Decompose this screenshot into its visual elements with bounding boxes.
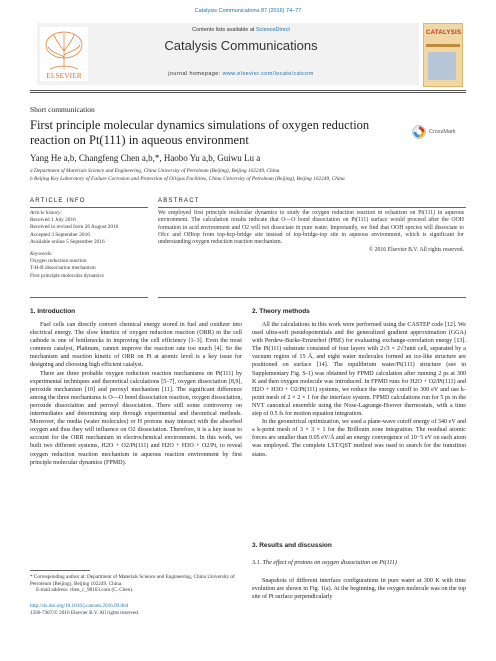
journal-homepage-line [100,71,382,77]
header-divider [30,90,466,91]
history-accepted: Accepted 3 September 2016 [30,231,90,238]
section-heading-results: 3. Results and discussion [252,542,332,549]
contents-prefix: Contents lists available at [192,27,256,33]
keyword-2: T-H-B dissociation mechanism [30,265,96,272]
history-received: Received 1 July 2016 [30,217,76,224]
footnote-rule [30,570,90,571]
corresponding-author-footnote [30,574,242,594]
article-info-heading: ARTICLE INFO [30,198,86,204]
cover-title: CATALYSIS [426,30,462,36]
abstract-text: We employed first principle molecular dynamics to study the oxygen reduction reaction m echanism on Pt(111) in aqueous environment. The calculation results indicate that O—O bond dissociation on Pt(111) surface would proceed after the OOH formation in acid environment and O2 will not dissociate in pure water. Importantly, we find that OOH species will dissociate to Ofcc and OHtop from top-hcp-bridge site instead of top-bridge-top site in aqueous environment, which is significant for understanding oxygen reduction reaction mechanism. [158,210,464,246]
elsevier-logo-icon [40,27,88,81]
doi-block [30,603,242,617]
abstract-copyright: © 2016 Elsevier B.V. All rights reserved. [368,247,464,253]
intro-paragraph-1: Fuel cells can directly convert chemical energy stored in fuel and oxidizer into electrical energy. The slow kinetics of oxygen reduction reaction (ORR) in the cell cathode is one of bottlenecks in improving the cell efficiency [1–3]. Even the most common catalyst, Platinum, cannot improve the reaction rate too much [4]. So the mechanism and reaction kinetic of ORR on Pt at atomic level is a key issue for designing and choosing high efficient catalyst. [30,322,242,369]
keyword-1: Oxygen reduction reaction [30,258,87,265]
homepage-link[interactable]: www.elsevier.com/locate/catcom [222,71,314,77]
publisher-wordmark: ELSEVIER [46,71,82,80]
abstract-heading: ABSTRACT [158,198,200,204]
introduction-body [30,321,242,467]
journal-name: Catalysis Communications [164,38,318,53]
abstract-bottom-rule [158,297,466,298]
journal-reference[interactable]: Catalysis Communications 87 (2016) 74–77 [194,8,302,14]
crossmark-label: CrossMark [429,129,456,135]
results-paragraph-1: Snapshots of different interface configurations in pure water at 300 K with time evolution are shown in Fig. 1(a). At the beginning, the oxygen molecule was on the top site of Pt surface perpendicularly [252,578,466,601]
crossmark-icon [412,125,426,139]
article-info-body [30,210,148,280]
section-heading-theory: 2. Theory methods [252,308,310,315]
theory-body [252,321,466,459]
issn-line: 1566-7367/© 2016 Elsevier B.V. All rights reserved. [30,609,140,616]
sciencedirect-link[interactable]: ScienceDirect [255,27,290,33]
history-online: Available online 5 September 2016 [30,238,105,245]
cover-bar [426,44,460,47]
article-type: Short communication [30,105,95,114]
footnote-text: * Corresponding author at: Department of Materials Science and Engineering, China University of Petroleum (Beijing), Beijing 102249, China. [30,574,235,587]
theory-paragraph-2: In the geometrical optimization, we used a plane-wave cutoff energy of 340 eV and a k-point mesh of 3 × 3 × 1 for the Brillouin zone integration. The residual atomic forces are smaller than 0.05 eV/Å and an energy convergence of 10−5 eV on each atom was employed. The complete LST/QST method was used to search for the transition states. [252,419,466,458]
keywords-label: Keywords: [30,251,53,258]
contents-available-line [100,27,382,33]
article-info-rule [30,207,148,208]
journal-cover-thumbnail [423,23,463,87]
article-title: First principle molecular dynamics simulations of oxygen reduction reaction on Pt(111) in aqueous environment [30,118,370,147]
cover-image [428,52,456,80]
theory-paragraph-1: All the calculations in this work were performed using the CASTEP code [12]. We used ultra-soft pseudopotentials and the generalized gradient approximation (GGA) with Perdew-Burke-Ernzerhof (PBE) for evaluating exchange-correlation energy [13]. The Pt(111) substrate consisted of four layers with 2√3 × 2√3unit cell, separated by a vacuum region of 15 Å, and eight water molecules formed an ice-like structure are positioned on surface [14]. The equilibrium water/Pt(111) structure (see in Supplementary Fig. S-1) was obtained by FPMD calculation after running 2 ps at 300 K and then oxygen molecule was introduced. In FPMD runs for H2O + O2/Pt(111) and H2O + H3O + O2/Pt(111) systems, we reduce the energy cutoff to 300 eV and use k-point mesh of 2 × 2 × 1 for the interface system. FPMD calculations run for 5 ps in the NVT canonical ensemble using the Nose-Lagrange-Hoover thermostats, with a time step of 0.5 fs for motion equation integration. [252,322,466,418]
affiliation-b: b Beijing Key Laboratory of Failure Corrosion and Protection of Oil/gas Facilities, China University of Petroleum (Beijing), Beijing 102249, China [30,175,345,182]
abstract-rule [158,207,466,208]
affiliations [30,168,466,183]
article-info-bottom-rule [30,297,148,298]
section-heading-introduction: 1. Introduction [30,308,76,315]
history-revised: Received in revised form 26 August 2016 [30,224,119,231]
homepage-prefix: journal homepage: [168,71,223,77]
keyword-3: First principle molecular dynamics [30,272,104,279]
author-list: Yang He a,b, Changfeng Chen a,b,*, Haobo Yu a,b, Guiwu Lu a [30,153,261,163]
doi-link[interactable]: http://dx.doi.org/10.1016/j.catcom.2016.09.004 [30,603,129,609]
header-divider-2 [30,92,466,93]
results-body [252,577,466,601]
footnote-email[interactable]: E-mail address: chen_c_98163.com (C. Chen). [36,587,134,593]
crossmark-button[interactable] [412,124,474,140]
subsection-heading-protons: 3.1. The effect of protons on oxygen dissociation on Pt(111) [252,560,397,566]
affiliation-a: a Department of Materials Science and Engineering, China University of Petroleum (Beijing), Beijing 102249, China [30,168,280,174]
history-label: Article history: [30,210,63,216]
intro-paragraph-2: There are three probable oxygen reduction reaction mechanisms on Pt(111) by experimental techniques and theoretical calculations [5–7], oxygen dissociation [8,9], peroxide mechanism [10] and peroxyl mechanism [11]. The significant difference among the three mechanisms is O—O bond dissociation reaction, oxygen dissociation, peroxide dissociation and peroxyl dissociation. There still some controversy on intermediates and determining step through experimental and theoretical methods. Moreover, the media (water molecules) or H protons may interact with the absorbed oxygen and thus they will influence on O2 dissociation. Therefore, it is a key issue to account for the ORR mechanism in electrochemical environment. In this work, we built two different systems, H2O + O2/Pt(111) and H2O + H3O + O2/Pt, to reveal oxygen reduction reaction mechanism in aqueous reaction environment by first principle molecular dynamics (FPMD). [30,370,242,466]
